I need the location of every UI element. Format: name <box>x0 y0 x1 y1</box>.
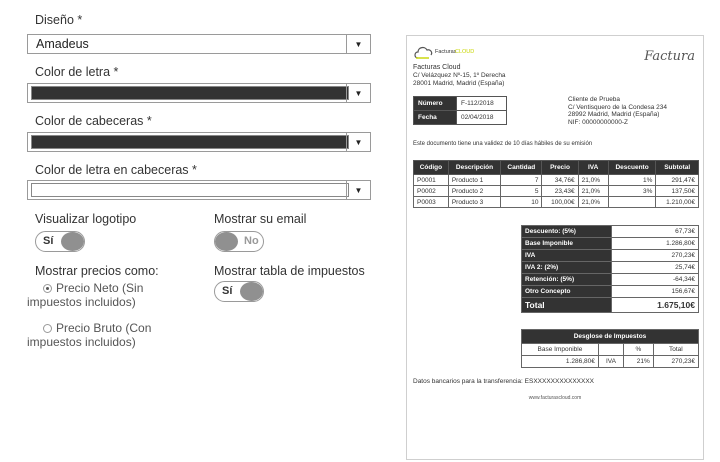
table-row <box>522 262 699 274</box>
show-email-toggle[interactable] <box>214 231 264 252</box>
item-discount: 3% <box>608 186 656 197</box>
client-info <box>568 96 667 126</box>
header-color-select[interactable] <box>27 132 371 152</box>
items-header: Cantidad <box>501 161 542 175</box>
price-option-net-label: Precio Neto (Sin impuestos incluidos) <box>27 281 144 309</box>
grand-total-label: Total <box>522 298 612 313</box>
total-line-label: IVA 2: (2%) <box>522 262 612 274</box>
toggle-knob <box>215 232 238 251</box>
item-discount <box>608 197 656 208</box>
company-address1: C/ Velázquez Nº-15, 1º Derecha <box>413 72 506 79</box>
invoice-title: Factura <box>644 49 695 64</box>
tax-header: % <box>624 344 654 356</box>
items-table <box>413 160 699 208</box>
invoice-preview <box>406 35 704 460</box>
radio-selected-icon[interactable] <box>43 284 52 293</box>
table-row <box>414 197 699 208</box>
item-quantity: 5 <box>501 186 542 197</box>
font-color-swatch <box>31 86 349 100</box>
chevron-down-icon[interactable]: ▼ <box>346 181 370 199</box>
toggle-knob <box>240 282 263 301</box>
table-row <box>522 274 699 286</box>
show-email-label: Mostrar su email <box>214 212 307 226</box>
font-color-label: Color de letra * <box>35 65 119 79</box>
font-color-select[interactable] <box>27 83 371 103</box>
invoice-date: 02/04/2018 <box>457 111 507 125</box>
table-row <box>522 286 699 298</box>
tax-header: Total <box>653 344 698 356</box>
item-description: Producto 3 <box>448 197 500 208</box>
item-discount: 1% <box>608 175 656 186</box>
header-color-label: Color de cabeceras * <box>35 114 152 128</box>
total-line-label: Retención: (5%) <box>522 274 612 286</box>
company-address2: 28001 Madrid, Madrid (España) <box>413 80 505 87</box>
header-font-color-select[interactable] <box>27 180 371 200</box>
total-line-value: 156,67€ <box>612 286 699 298</box>
table-row <box>522 238 699 250</box>
total-line-value: 25,74€ <box>612 262 699 274</box>
tax-breakdown-table <box>521 329 699 368</box>
validity-note: Este documento tiene una validez de 10 días hábiles de su emisión <box>413 141 593 147</box>
header-font-color-swatch <box>31 183 349 197</box>
tax-breakdown-caption: Desglose de Impuestos <box>522 330 699 344</box>
item-price: 34,76€ <box>542 175 578 186</box>
table-row <box>522 250 699 262</box>
items-header: IVA <box>578 161 608 175</box>
header-font-color-label: Color de letra en cabeceras * <box>35 163 197 177</box>
company-info <box>413 64 506 88</box>
invoice-meta-table <box>413 96 507 125</box>
item-code: P0001 <box>414 175 449 186</box>
show-logo-state: Sí <box>43 235 54 247</box>
design-select-value: Amadeus <box>36 37 89 51</box>
total-line-label: Base Imponible <box>522 238 612 250</box>
cloud-logo-icon <box>413 44 483 62</box>
tax-type: IVA <box>598 356 623 368</box>
totals-table <box>521 225 699 313</box>
client-name: Cliente de Prueba <box>568 96 621 103</box>
price-option-net[interactable] <box>27 281 197 309</box>
item-vat: 21,0% <box>578 175 608 186</box>
show-tax-table-label: Mostrar tabla de impuestos <box>214 264 365 278</box>
grand-total-row <box>522 298 699 313</box>
tax-rate: 21% <box>624 356 654 368</box>
table-row <box>522 226 699 238</box>
tax-header <box>598 344 623 356</box>
tax-header: Base Imponible <box>522 344 599 356</box>
header-color-swatch <box>31 135 349 149</box>
grand-total-value: 1.675,10€ <box>612 298 699 313</box>
total-line-value: 270,23€ <box>612 250 699 262</box>
company-name: Facturas Cloud <box>413 64 461 71</box>
item-vat: 21,0% <box>578 186 608 197</box>
design-select[interactable] <box>27 34 371 54</box>
show-tax-table-toggle[interactable] <box>214 281 264 302</box>
items-header: Precio <box>542 161 578 175</box>
item-subtotal: 1.210,00€ <box>656 197 699 208</box>
company-logo <box>413 44 483 64</box>
logo-text-accent: CLOUD <box>455 49 475 55</box>
total-line-value: 67,73€ <box>612 226 699 238</box>
show-tax-table-state: Sí <box>222 285 233 297</box>
invoice-number: F-112/2018 <box>457 97 507 111</box>
total-line-value: -64,34€ <box>612 274 699 286</box>
items-header: Descripción <box>448 161 500 175</box>
bank-details: Datos bancarios para la transferencia: ESXXXXXXXXXXXXXX <box>413 378 595 385</box>
item-subtotal: 291,47€ <box>656 175 699 186</box>
show-logo-label: Visualizar logotipo <box>35 212 137 226</box>
toggle-knob <box>61 232 84 251</box>
total-line-label: Descuento: (5%) <box>522 226 612 238</box>
tax-total: 270,23€ <box>653 356 698 368</box>
item-quantity: 7 <box>501 175 542 186</box>
price-option-gross-label: Precio Bruto (Con impuestos incluidos) <box>27 321 152 349</box>
items-header: Código <box>414 161 449 175</box>
item-price: 23,43€ <box>542 186 578 197</box>
client-nif: NIF: 00000000000-Z <box>568 118 628 126</box>
items-header: Subtotal <box>656 161 699 175</box>
date-label: Fecha <box>414 111 457 125</box>
logo-text: Facturas <box>435 49 457 55</box>
radio-unselected-icon[interactable] <box>43 324 52 333</box>
item-description: Producto 1 <box>448 175 500 186</box>
show-email-state: No <box>244 235 259 247</box>
item-description: Producto 2 <box>448 186 500 197</box>
chevron-down-icon[interactable]: ▼ <box>346 84 370 102</box>
item-price: 100,00€ <box>542 197 578 208</box>
table-row <box>414 186 699 197</box>
item-code: P0003 <box>414 197 449 208</box>
total-line-label: IVA <box>522 250 612 262</box>
chevron-down-icon[interactable]: ▼ <box>346 35 370 53</box>
item-code: P0002 <box>414 186 449 197</box>
number-label: Número <box>414 97 457 111</box>
item-vat: 21,0% <box>578 197 608 208</box>
chevron-down-icon[interactable]: ▼ <box>346 133 370 151</box>
client-address2: 28992 Madrid, Madrid (España) <box>568 111 660 118</box>
total-line-value: 1.286,80€ <box>612 238 699 250</box>
items-header: Descuento <box>608 161 656 175</box>
item-subtotal: 137,50€ <box>656 186 699 197</box>
item-quantity: 10 <box>501 197 542 208</box>
tax-base: 1.286,80€ <box>522 356 599 368</box>
table-row <box>522 356 699 368</box>
client-address1: C/ Ventisquero de la Condesa 234 <box>568 103 668 111</box>
price-option-gross[interactable] <box>27 321 177 349</box>
table-row <box>414 175 699 186</box>
design-label: Diseño * <box>35 13 83 27</box>
show-logo-toggle[interactable] <box>35 231 85 252</box>
price-mode-label: Mostrar precios como: <box>35 264 159 278</box>
total-line-label: Otro Concepto <box>522 286 612 298</box>
website: www.facturascloud.com <box>528 395 582 401</box>
